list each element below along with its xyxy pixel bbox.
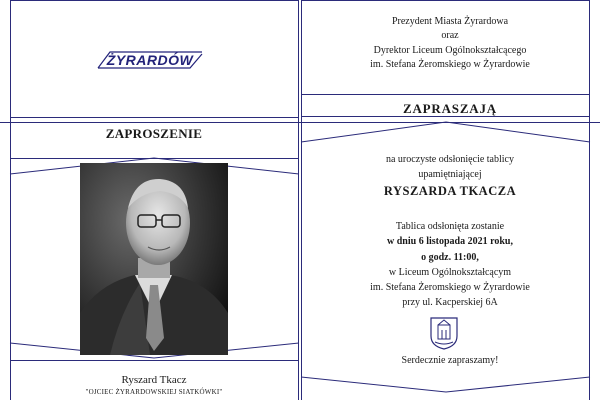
details-intro: Tablica odsłonięta zostanie (395, 221, 505, 232)
occasion-line: na uroczyste odsłonięcie tablicy (385, 154, 514, 165)
invitation-title: ZAPROSZENIE (105, 126, 203, 141)
event-place-line: im. Stefana Żeromskiego w Żyrardowie (370, 282, 530, 294)
host-line: oraz (441, 30, 459, 42)
host-line: Prezydent Miasta Żyrardowa (391, 16, 509, 27)
occasion-line: upamiętniającej (418, 168, 482, 180)
event-place-line: przy ul. Kacperskiej 6A (402, 297, 498, 309)
closing-line: Serdecznie zapraszamy! (401, 355, 499, 366)
event-date: w dniu 6 listopada 2021 roku, (387, 236, 513, 248)
host-line: Dyrektor Liceum Ogólnokształcącego (373, 44, 527, 56)
occasion-block (302, 153, 598, 182)
person-nickname: "OJCIEC ŻYRARDOWSKIEJ SIATKÓWKI" (85, 388, 223, 396)
honoree-name: RYSZARDA TKACZA (383, 184, 517, 198)
hosts-block (302, 15, 598, 72)
portrait-illustration (80, 163, 228, 355)
invite-verb: ZAPRASZAJĄ (403, 101, 497, 116)
city-logo (90, 44, 210, 74)
event-details (302, 219, 598, 311)
person-name: Ryszard Tkacz (121, 374, 187, 386)
portrait-photo (80, 163, 228, 355)
event-time: o godz. 11:00, (421, 251, 479, 263)
city-logo-text: ŻYRARDÓW (106, 52, 194, 68)
city-coat-of-arms-icon (429, 316, 459, 350)
event-place-line: w Liceum Ogólnokształcącym (388, 266, 512, 278)
host-line: im. Stefana Żeromskiego w Żyrardowie (370, 58, 530, 70)
